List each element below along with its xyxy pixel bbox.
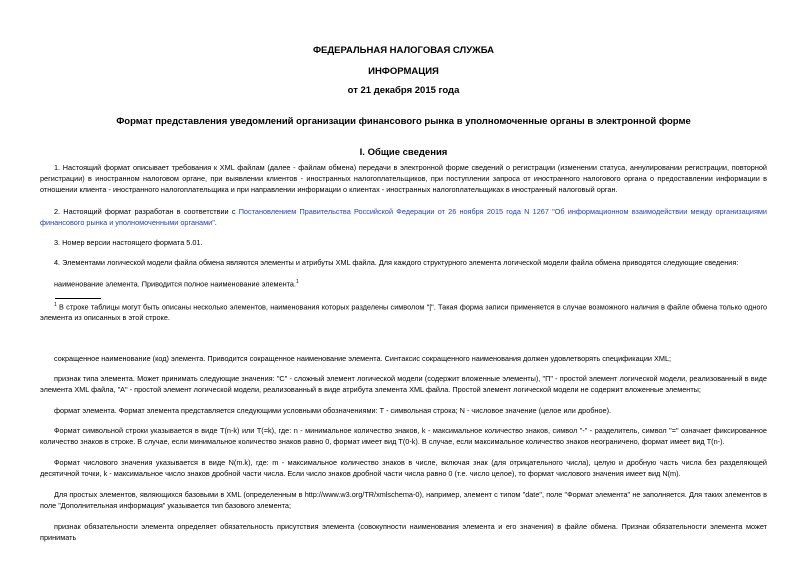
date-heading: от 21 декабря 2015 года xyxy=(347,85,460,96)
paragraph-2-text: 2. Настоящий формат разработан в соответствии с xyxy=(54,207,239,216)
footnote-divider xyxy=(55,298,101,299)
paragraph-2-end: . xyxy=(214,218,217,227)
paragraph-3: 3. Номер версии настоящего формата 5.01. xyxy=(54,238,203,247)
paragraph-5 xyxy=(40,277,767,289)
paragraph-8: формат элемента. Формат элемента представляется следующими условными обозначениями: Т - символьная строка; N - числовое значение (целое или дробное). xyxy=(54,406,612,415)
paragraph-7: признак типа элемента. Может принимать следующие значения: "С" - сложный элемент логической модели (содержит вложенные элементы), "П" - простой элемент логической модели, реализованный в виде элемента XML файла, "А" - простой элемент логической модели, реализованный в виде атрибута элемента XML файла. Простой элемент логической модели не содержит вложенные элементы; xyxy=(40,374,767,394)
footnote-ref[interactable]: 1 xyxy=(296,279,299,285)
paragraph-10: Формат числового значения указывается в виде N(m.k), где: m - максимальное количество знаков в числе, включая знак (для отрицательного числа), целую и дробную часть числа без разделяющей десятичной точки, k - максимальное число знаков дробной части числа. Если число знаков дробной части числа равно 0 (т.е. число целое), то формат числового значения имеет вид N(m). xyxy=(40,458,767,478)
paragraph-1: 1. Настоящий формат описывает требования к XML файлам (далее - файлам обмена) передачи в электронной форме сведений о регистрации (изменении статуса, аннулировании регистрации, повторной регистрации) в иностранном налоговом органе, при выявлении клиентов - иностранных налогоплательщиков, при поступлении запроса от иностранного налогового органа о предоставлении информации в отношении клиента - иностранного налогоплательщика и при направлении информации о клиентах - иностранных налогоплательщиках в иностранный налоговый орган. xyxy=(40,163,767,194)
document-title: Формат представления уведомлений организации финансового рынка в уполномоченные органы в электронной форме xyxy=(116,116,691,127)
resolution-link[interactable]: Постановлением Правительства Российской Федерации от 26 ноября 2015 года N 1267 "Об информационном взаимодействии между организациями финансового рынка и уполномоченными органами" xyxy=(40,207,767,227)
paragraph-2 xyxy=(40,206,767,228)
footnote xyxy=(40,300,767,323)
doc-type-heading: ИНФОРМАЦИЯ xyxy=(368,66,439,77)
paragraph-5-text: наименование элемента. Приводится полное наименование элемента. xyxy=(54,279,296,289)
paragraph-9: Формат символьной строки указывается в виде Т(n-k) или Т(=k), где: n - минимальное количество знаков, k - максимальное количество знаков, символ "-" - разделитель, символ "=" означает фиксированное количество знаков в строке. В случае, если минимальное количество знаков равно 0, формат имеет вид Т(0-k). В случае, если максимальное количество знаков неограничено, формат имеет вид Т(n-). xyxy=(40,426,767,446)
footnote-text: В строке таблицы могут быть описаны несколько элементов, наименования которых разделены символом "|". Такая форма записи применяется в случае возможного наличия в файле обмена только одного элемента из описанных в этой строке. xyxy=(40,302,768,323)
section-title: I. Общие сведения xyxy=(359,147,448,158)
footnote-mark: 1 xyxy=(54,302,57,308)
paragraph-11: Для простых элементов, являющихся базовыми в XML (определенным в http://www.w3.org/TR/xmlschema-0), например, элемент с типом "date", поле "Формат элемента" не заполняется. Для таких элементов в поле "Дополнительная информация" указывается тип базового элемента; xyxy=(40,490,767,510)
paragraph-12: признак обязательности элемента определяет обязательность присутствия элемента (совокупности наименования элемента и его значения) в файле обмена. Признак обязательности элемента может принимать xyxy=(40,522,767,542)
agency-heading: ФЕДЕРАЛЬНАЯ НАЛОГОВАЯ СЛУЖБА xyxy=(312,45,495,56)
paragraph-6: сокращенное наименование (код) элемента. Приводится сокращенное наименование элемента. Синтаксис сокращенного наименования должен удовлетворять спецификации XML; xyxy=(54,354,672,363)
paragraph-4: 4. Элементами логической модели файла обмена являются элементы и атрибуты XML файла. Для каждого структурного элемента логической модели файла обмена приводятся следующие сведения: xyxy=(54,258,739,267)
